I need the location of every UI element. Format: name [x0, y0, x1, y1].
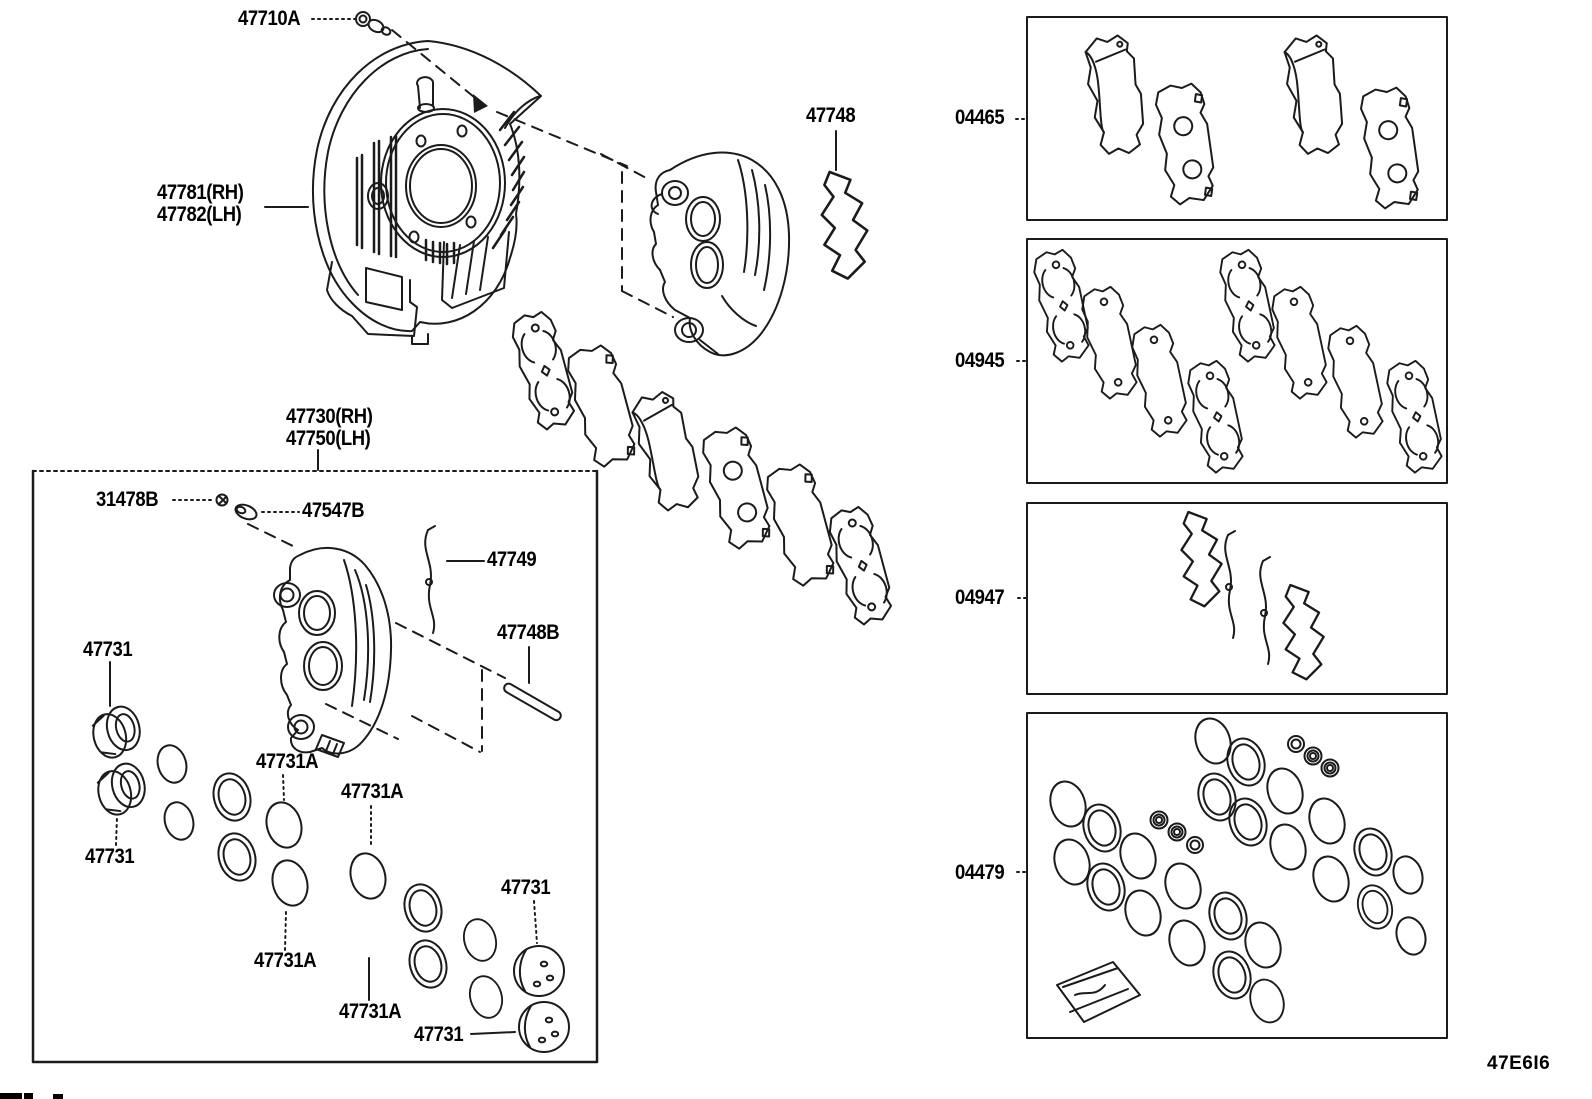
- bleeder-plug-drawing: [217, 495, 228, 506]
- callout-piston-2[interactable]: 47731: [85, 845, 135, 868]
- pad-shim-chain-drawing: [507, 309, 897, 627]
- pad-fitting-drawing: [822, 172, 868, 279]
- kit-seal-cluster-drawing: [88, 703, 569, 1052]
- dust-cover-drawing: [313, 41, 541, 344]
- callout-piston-1[interactable]: 47731: [83, 638, 133, 661]
- callout-piston-seal-3[interactable]: 47731A: [254, 949, 317, 972]
- callout-piston-seal-4[interactable]: 47731A: [339, 1000, 402, 1023]
- mount-bolt-drawing: [356, 12, 392, 36]
- cropped-text-artifact: [0, 1093, 22, 1099]
- callout-caliper-rh[interactable]: 47730(RH): [286, 405, 373, 428]
- callout-mount-bolt[interactable]: 47710A: [238, 7, 301, 30]
- callout-pad-kit[interactable]: 04465: [955, 106, 1005, 129]
- callout-dust-cover-rh[interactable]: 47781(RH): [157, 181, 244, 204]
- callout-piston-3[interactable]: 47731: [501, 876, 551, 899]
- callout-pad-fitting[interactable]: 47748: [806, 104, 856, 127]
- wear-indicator-drawing: [425, 526, 435, 633]
- pad-kit-panel-drawing: [1082, 33, 1423, 210]
- callout-wear-indicator[interactable]: 47749: [487, 548, 537, 571]
- callout-bleeder-plug[interactable]: 31478B: [96, 488, 159, 511]
- cropped-text-artifact: [24, 1093, 33, 1099]
- caliper-upper-drawing: [651, 153, 790, 356]
- assembly-dashed-lines: [248, 30, 673, 752]
- callout-shim-kit[interactable]: 04945: [955, 349, 1005, 372]
- figure-code: 47E6I6: [1487, 1053, 1551, 1074]
- callout-piston-seal-1[interactable]: 47731A: [256, 750, 319, 773]
- fitting-kit-panel-drawing: [1181, 512, 1323, 679]
- callout-caliper-lh[interactable]: 47750(LH): [286, 427, 371, 450]
- grease-packet-drawing: [1057, 962, 1140, 1022]
- callout-bleeder-cap[interactable]: 47547B: [302, 499, 365, 522]
- kit-panel-borders: [1027, 17, 1447, 1038]
- guide-pin-drawing: [503, 682, 563, 722]
- callout-piston-4[interactable]: 47731: [414, 1023, 464, 1046]
- callout-dust-cover-lh[interactable]: 47782(LH): [157, 203, 242, 226]
- cropped-text-artifact: [53, 1094, 63, 1099]
- callout-fitting-kit[interactable]: 04947: [955, 586, 1005, 609]
- callout-cylinder-kit[interactable]: 04479: [955, 861, 1005, 884]
- assembly-arrowhead: [473, 94, 488, 113]
- bleeder-cap-drawing: [233, 502, 258, 522]
- leader-lines: [110, 19, 1026, 1034]
- shim-kit-panel-drawing: [1030, 247, 1447, 474]
- callout-guide-pin[interactable]: 47748B: [497, 621, 560, 644]
- caliper-front-drawing: [274, 548, 391, 757]
- callout-piston-seal-2[interactable]: 47731A: [341, 780, 404, 803]
- cylinder-kit-panel-drawing: [1045, 714, 1430, 1027]
